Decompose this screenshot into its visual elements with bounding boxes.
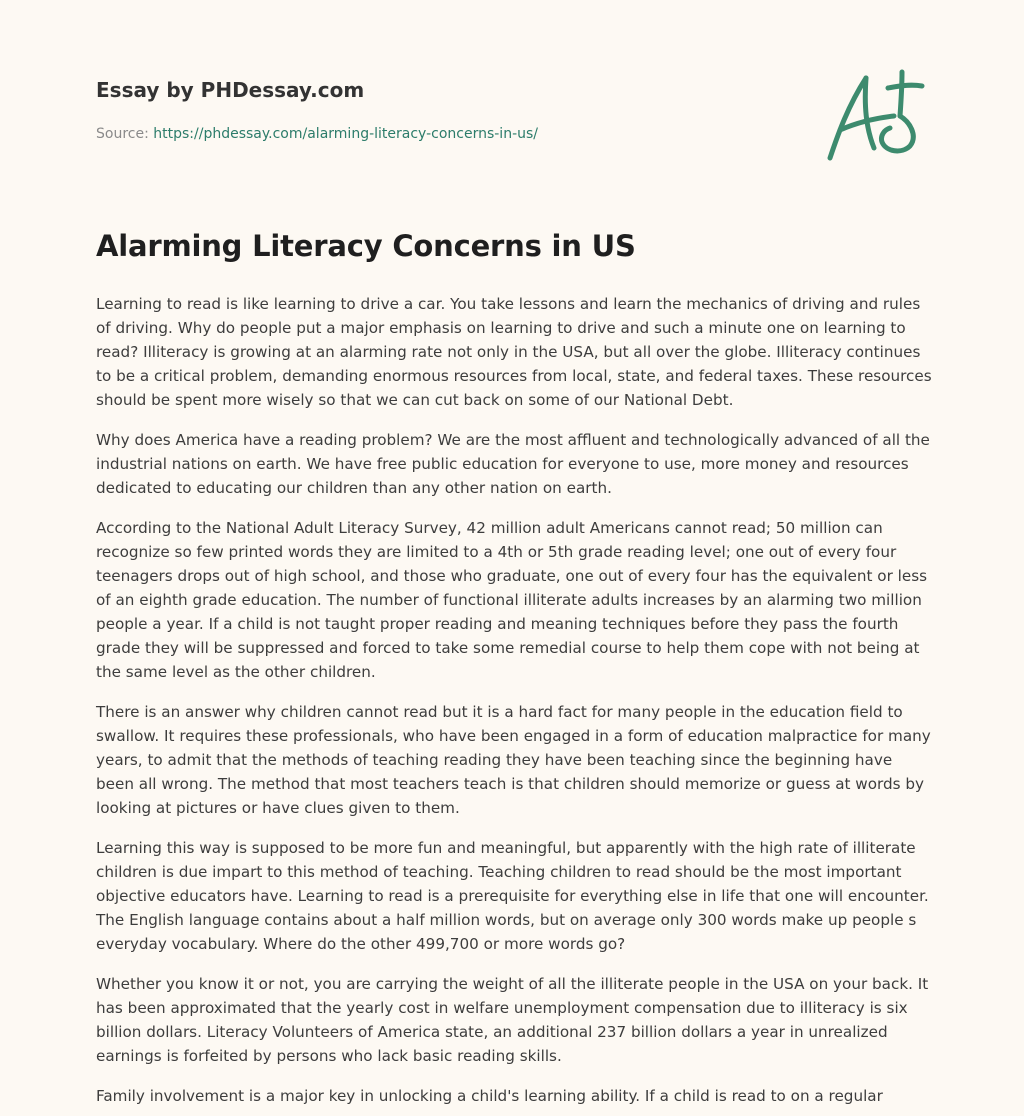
a-plus-handwritten-logo-icon bbox=[818, 66, 930, 166]
essay-paragraph: According to the National Adult Literacy Survey, 42 million adult Americans cannot read; 50 million can recognize so few printed words they are limited to a 4th or 5th grade reading level; one out of every four teenagers drops out of high school, and those who graduate, one out of every four has the equivalent or less of an eighth grade education. The number of functional illiterate adults increases by an alarming two million people a year. If a child is not taught proper reading and meaning techniques before they pass the fourth grade they will be suppressed and forced to take some remedial course to help them cope with not being at the same level as the other children. bbox=[96, 519, 928, 681]
source-link[interactable]: https://phdessay.com/alarming-literacy-concerns-in-us/ bbox=[153, 126, 539, 142]
essay-article bbox=[96, 226, 932, 1116]
essay-paragraph: Learning to read is like learning to drive a car. You take lessons and learn the mechanics of driving and rules of driving. Why do people put a major emphasis on learning to drive and such a minute one on learning to read? Illiteracy is growing at an alarming rate not only in the USA, but all over the globe. Illiteracy continues to be a critical problem, demanding enormous resources from local, state, and federal taxes. These resources should be spent more wisely so that we can cut back on some of our National Debt. bbox=[96, 295, 932, 409]
page-header bbox=[96, 76, 736, 144]
essay-paragraph: Whether you know it or not, you are carrying the weight of all the illiterate people in the USA on your back. It has been approximated that the yearly cost in welfare unemployment compensation due to illiteracy is six billion dollars. Literacy Volunteers of America state, an additional 237 billion dollars a year in unrealized earnings is forfeited by persons who lack basic reading skills. bbox=[96, 975, 929, 1065]
essay-paragraph: There is an answer why children cannot read but it is a hard fact for many people in the education field to swallow. It requires these professionals, who have been engaged in a form of education malpractice for many years, to admit that the methods of teaching reading they have been teaching since the beginning have been all wrong. The method that most teachers teach is that children should memorize or guess at words by looking at pictures or have clues given to them. bbox=[96, 703, 931, 817]
essay-title: Alarming Literacy Concerns in US bbox=[96, 229, 636, 263]
site-brand: Essay by PHDessay.com bbox=[96, 78, 365, 102]
source-label: Source: bbox=[96, 126, 154, 142]
source-line bbox=[96, 124, 736, 144]
essay-paragraph: Family involvement is a major key in unlocking a child's learning ability. If a child is read to on a regular bbox=[96, 1087, 883, 1105]
essay-paragraph: Learning this way is supposed to be more fun and meaningful, but apparently with the high rate of illiterate children is due impart to this method of teaching. Teaching children to read should be the most important objective educators have. Learning to read is a prerequisite for everything else in life that one will encounter. The English language contains about a half million words, but on average only 300 words make up people s everyday vocabulary. Where do the other 499,700 or more words go? bbox=[96, 839, 929, 953]
essay-paragraph: Why does America have a reading problem? We are the most affluent and technologically advanced of all the industrial nations on earth. We have free public education for everyone to use, more money and resources dedicated to educating our children than any other nation on earth. bbox=[96, 431, 930, 497]
